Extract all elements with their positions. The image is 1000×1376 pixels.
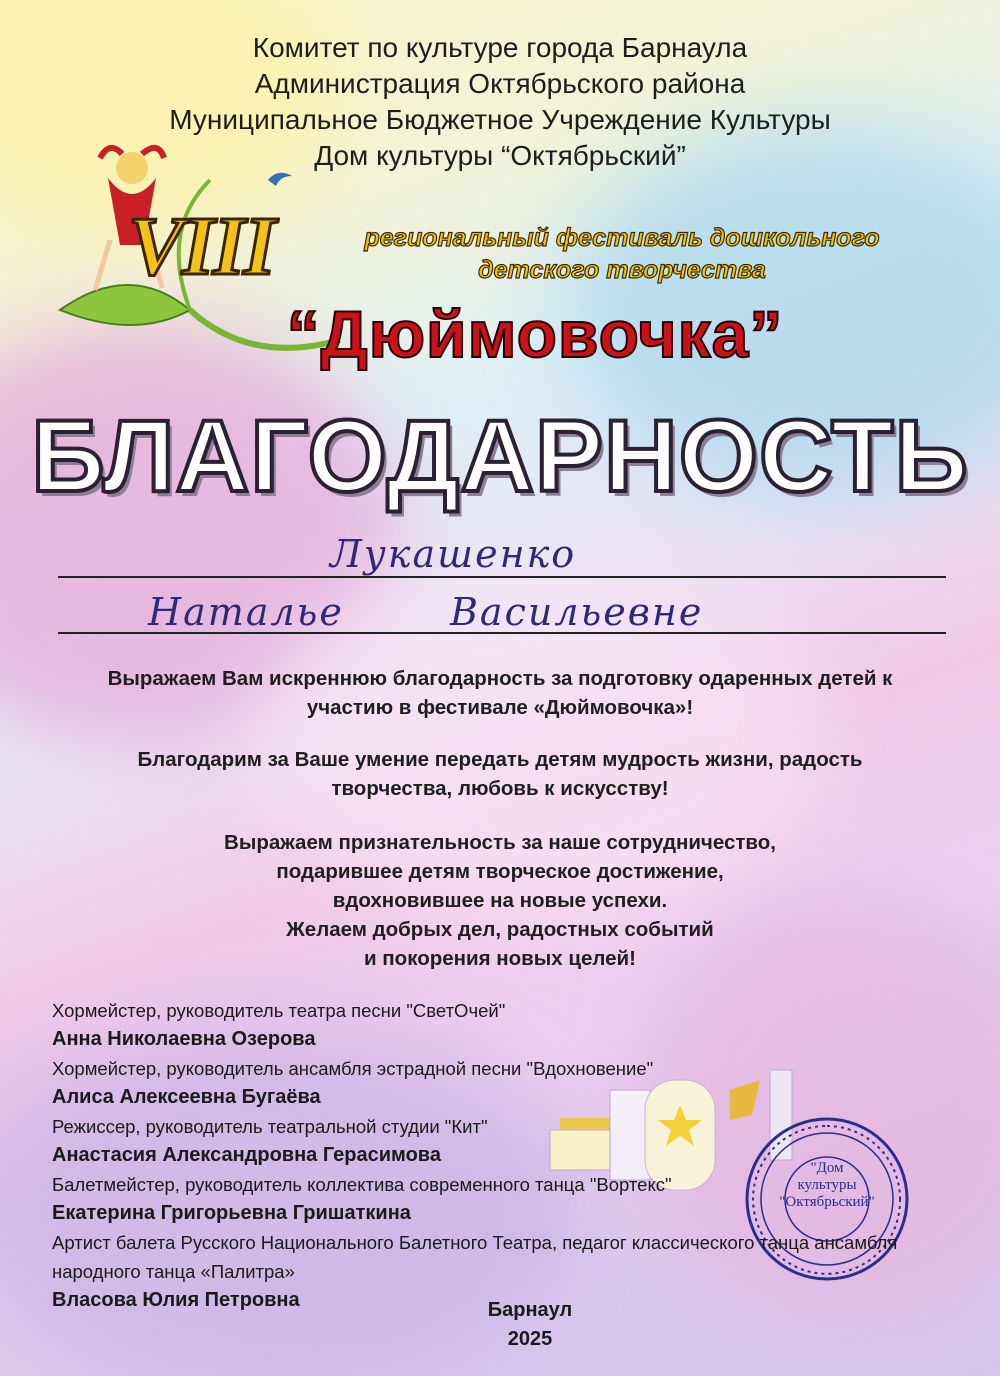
festival-name: “Дюймовочка” <box>286 297 784 371</box>
signatories <box>52 996 972 1315</box>
signatory-name: Анна Николаевна Озерова <box>52 1028 316 1050</box>
year: 2025 <box>507 1328 553 1350</box>
body-line: вдохновившее на новые успехи. <box>332 889 668 912</box>
name-underline <box>58 632 946 634</box>
signatory-name: Анастасия Александровна Герасимова <box>52 1144 441 1166</box>
body-line: Благодарим за Ваше умение передать детям мудрость жизни, радость <box>137 748 863 771</box>
gratitude-paragraph <box>60 828 940 973</box>
signatory-role: Хормейстер, руководитель театра песни "СветОчей" <box>52 1000 506 1021</box>
body-line: и покорения новых целей! <box>364 947 636 970</box>
city: Барнаул <box>487 1299 573 1321</box>
gratitude-paragraph <box>60 745 940 803</box>
signatory-role: Режиссер, руководитель театральной студии "Кит" <box>52 1116 488 1137</box>
signatory-role: Артист балета Русского Национального Балетного Театра, педагог классического танца ансамбля <box>52 1232 898 1253</box>
body-line: Выражаем признательность за наше сотрудничество, <box>224 831 776 854</box>
seal-line: "Дом <box>810 1160 844 1176</box>
signatory-name: Екатерина Григорьевна Гришаткина <box>52 1202 411 1224</box>
body-line: участию в фестивале «Дюймовочка»! <box>306 696 694 719</box>
body-line: Желаем добрых дел, радостных событий <box>286 918 714 941</box>
festival-number: VIII <box>128 200 275 293</box>
header-line: Комитет по культуре города Барнаула <box>252 32 748 63</box>
signatory-role: Хормейстер, руководитель ансамбля эстрадной песни "Вдохновение" <box>52 1058 654 1079</box>
recipient-first-name: Натальe <box>148 590 344 634</box>
body-line: подарившее детям творческое достижение, <box>276 860 724 883</box>
festival-subtitle-line: региональный фестиваль дошкольного <box>364 224 880 252</box>
body-line: творчества, любовь к искусству! <box>331 777 669 800</box>
signatory-role: народного танца «Палитра» <box>52 1261 295 1282</box>
surname-underline <box>58 576 946 578</box>
signatory-name: Власова Юлия Петровна <box>52 1289 300 1311</box>
document-title: БЛАГОДАРНОСТЬ <box>31 399 969 513</box>
recipient-surname: Лукашенко <box>330 532 577 576</box>
seal-line: "Октябрьский" <box>779 1194 875 1210</box>
signatory-role: Балетмейстер, руководитель коллектива современного танца "Вортекс" <box>52 1174 672 1195</box>
festival-subtitle-line: детского творчества <box>478 256 766 284</box>
header-line: Дом культуры “Октябрьский” <box>314 140 686 171</box>
seal-line: культуры <box>797 1177 857 1193</box>
body-line: Выражаем Вам искреннюю благодарность за подготовку одаренных детей к <box>107 667 893 690</box>
recipient-patronymic: Васильевне <box>450 590 704 634</box>
signatory-name: Алиса Алексеевна Бугаёва <box>52 1086 321 1108</box>
header-line: Муниципальное Бюджетное Учреждение Культуры <box>169 104 831 135</box>
header-line: Администрация Октябрьского района <box>254 68 746 99</box>
place-and-year <box>460 1296 600 1354</box>
gratitude-paragraph <box>60 664 940 722</box>
festival-subtitle <box>322 222 922 286</box>
